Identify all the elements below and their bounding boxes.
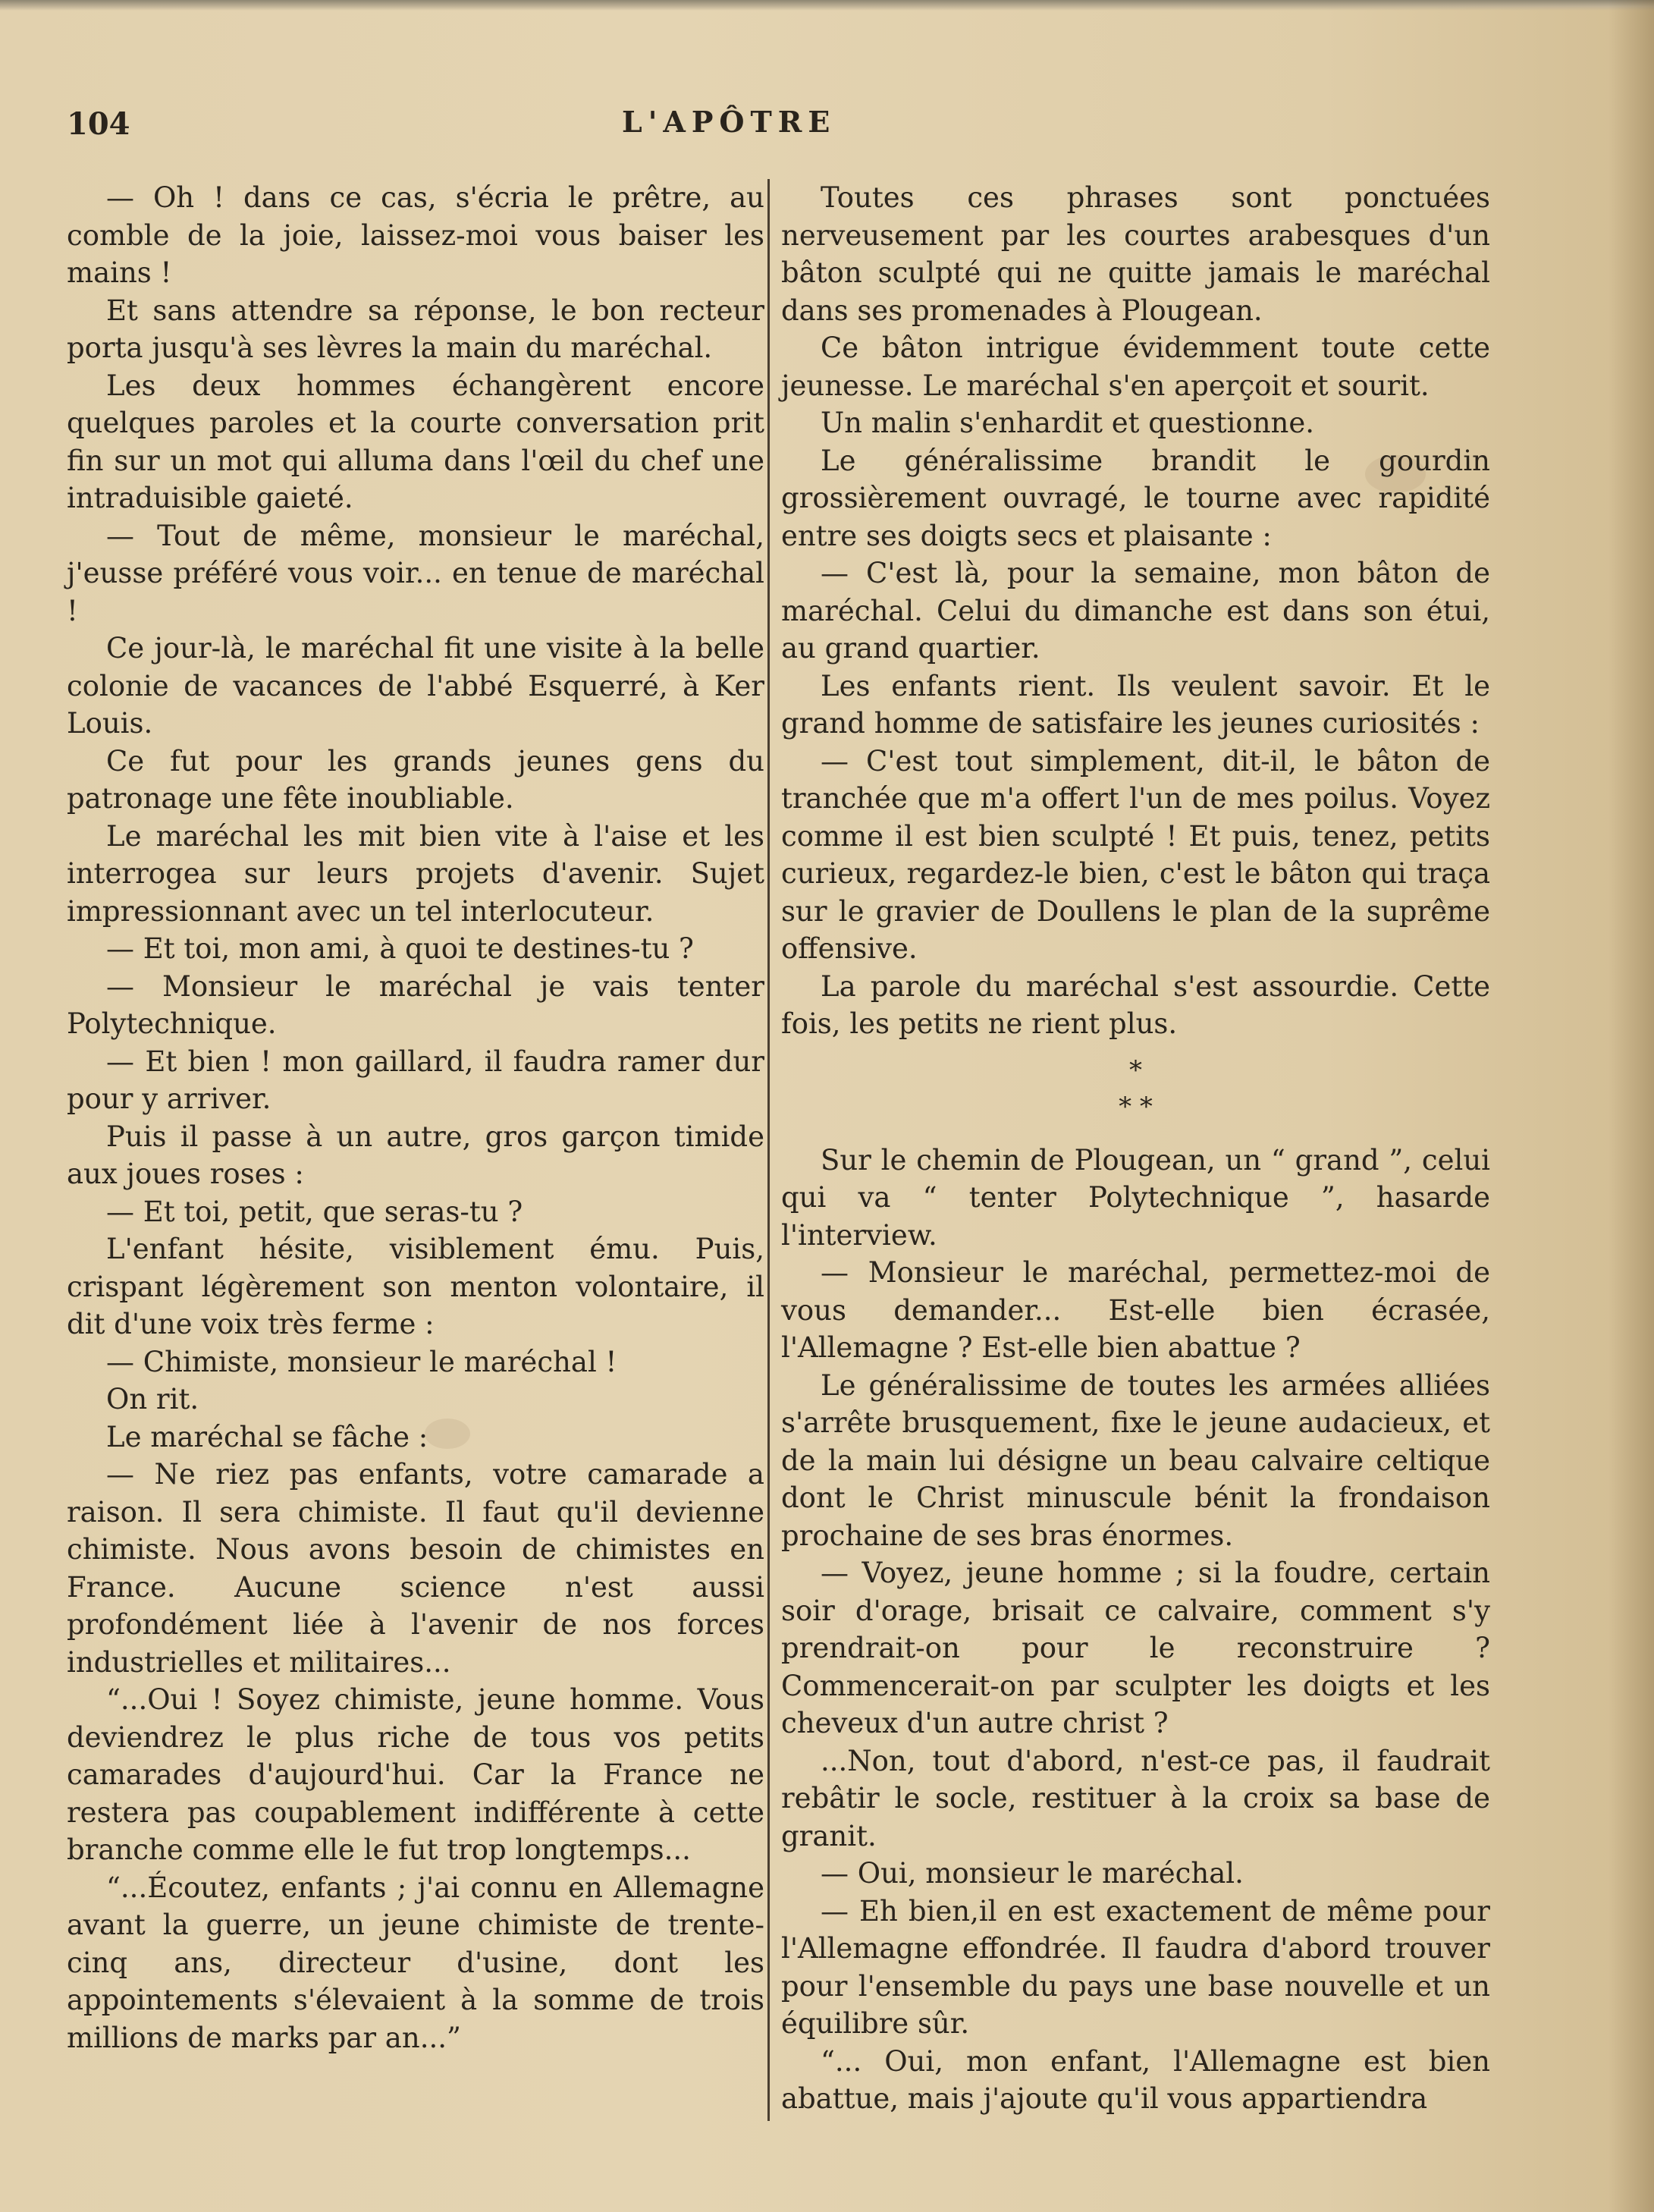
asterism-bottom: * * [1119,1091,1153,1122]
paragraph: Puis il passe à un autre, gros garçon timide aux joues roses : [67,1120,764,1190]
paragraph: Toutes ces phrases sont ponctuées nerveusement par les courtes arabesques d'un bâton sculpté qui ne quitte jamais le maréchal dans ses promenades à Plougean. [781,181,1490,327]
section-break [781,1052,1490,1125]
paragraph: La parole du maréchal s'est assourdie. Cette fois, les petits ne rient plus. [781,969,1490,1040]
asterism-top: * [1129,1054,1142,1086]
paragraph: Ce jour-là, le maréchal fit une visite à la belle colonie de vacances de l'abbé Esquerré, à Ker Louis. [67,632,764,740]
paragraph: — C'est là, pour la semaine, mon bâton de maréchal. Celui du dimanche est dans son étui, au grand quartier. [781,557,1490,665]
paragraph: Ce bâton intrigue évidemment toute cette jeunesse. Le maréchal s'en aperçoit et sourit. [781,331,1490,402]
paragraph: — Eh bien,il en est exactement de même pour l'Allemagne effondrée. Il faudra d'abord trouver pour l'ensemble du pays une base nouvelle et un équilibre sûr. [781,1894,1490,2040]
paragraph: Le maréchal se fâche : [106,1420,428,1453]
column-divider [767,179,770,2121]
paragraph: — C'est tout simplement, dit-il, le bâton de tranchée que m'a offert l'un de mes poilus. Voyez comme il est bien sculpté ! Et puis, tenez, petits curieux, regardez-le bien, c'est le bâton qui traça sur le gravier de Doullens le plan de la suprême offensive. [781,744,1490,965]
paragraph: Les enfants rient. Ils veulent savoir. Et le grand homme de satisfaire les jeunes curiosités : [781,669,1490,740]
page-right-shadow [1608,0,1654,2212]
paragraph: — Et toi, petit, que seras-tu ? [106,1195,523,1228]
paragraph: — Monsieur le maréchal, permettez-moi de vous demander... Est-elle bien écrasée, l'Allemagne ? Est-elle bien abattue ? [781,1256,1490,1364]
paragraph: Ce fut pour les grands jeunes gens du patronage une fête inoubliable. [67,744,764,815]
right-column [781,179,1490,2118]
page-top-edge [0,0,1654,11]
page-number: 104 [67,106,130,142]
paragraph: “...Écoutez, enfants ; j'ai connu en Allemagne avant la guerre, un jeune chimiste de trente-cinq ans, directeur d'usine, dont les appointements s'élevaient à la somme de trois millions de marks par an...” [67,1871,764,2054]
paragraph: Et sans attendre sa réponse, le bon recteur porta jusqu'à ses lèvres la main du maréchal. [67,294,764,364]
paragraph: Le généralissime de toutes les armées alliées s'arrête brusquement, fixe le jeune audacieux, et de la main lui désigne un beau calvaire celtique dont le Christ minuscule bénit la frondaison prochaine de ses bras énormes. [781,1368,1490,1552]
paragraph: — Oui, monsieur le maréchal. [821,1857,1244,1890]
paragraph: — Ne riez pas enfants, votre camarade a raison. Il sera chimiste. Il faut qu'il devienne chimiste. Nous avons besoin de chimistes en France. Aucune science n'est aussi profondément liée à l'avenir de nos forces industrielles et militaires... [67,1458,764,1679]
paragraph: — Tout de même, monsieur le maréchal, j'eusse préféré vous voir... en tenue de maréchal ! [67,519,764,627]
paragraph: — Et toi, mon ami, à quoi te destines-tu ? [106,932,694,965]
paragraph: Sur le chemin de Plougean, un “ grand ”, celui qui va “ tenter Polytechnique ”, hasarde l'interview. [781,1143,1490,1252]
paragraph: Un malin s'enhardit et questionne. [821,407,1315,439]
paragraph: Le maréchal les mit bien vite à l'aise et les interrogea sur leurs projets d'avenir. Sujet impressionnant avec un tel interlocuteur. [67,819,764,928]
paragraph: — Oh ! dans ce cas, s'écria le prêtre, au comble de la joie, laissez-moi vous baiser les mains ! [67,181,764,289]
paragraph: Le généralissime brandit le gourdin grossièrement ouvragé, le tourne avec rapidité entre ses doigts secs et plaisante : [781,444,1490,552]
paragraph: “...Oui ! Soyez chimiste, jeune homme. Vous deviendrez le plus riche de tous vos petits camarades d'aujourd'hui. Car la France ne restera pas coupablement indifférente à cette branche comme elle le fut trop longtemps... [67,1683,764,1866]
paragraph: — Et bien ! mon gaillard, il faudra ramer dur pour y arriver. [67,1045,764,1115]
running-title: L'APÔTRE [622,105,836,139]
left-column [67,179,764,2056]
paragraph: — Monsieur le maréchal je vais tenter Polytechnique. [67,969,764,1040]
paragraph: L'enfant hésite, visiblement ému. Puis, crispant légèrement son menton volontaire, il dit d'une voix très ferme : [67,1233,764,1340]
paragraph: “... Oui, mon enfant, l'Allemagne est bien abattue, mais j'ajoute qu'il vous appartiendra [781,2044,1490,2115]
paragraph: — Voyez, jeune homme ; si la foudre, certain soir d'orage, brisait ce calvaire, comment s'y prendrait-on pour le reconstruire ? Commencerait-on par sculpter les doigts et les cheveux d'un autre christ ? [781,1557,1490,1739]
paragraph: On rit. [106,1383,199,1415]
paragraph: Les deux hommes échangèrent encore quelques paroles et la courte conversation prit fin sur un mot qui alluma dans l'œil du chef une intraduisible gaieté. [67,369,764,514]
paragraph: — Chimiste, monsieur le maréchal ! [106,1345,617,1378]
paragraph: ...Non, tout d'abord, n'est-ce pas, il faudrait rebâtir le socle, restituer à la croix sa base de granit. [781,1744,1490,1852]
